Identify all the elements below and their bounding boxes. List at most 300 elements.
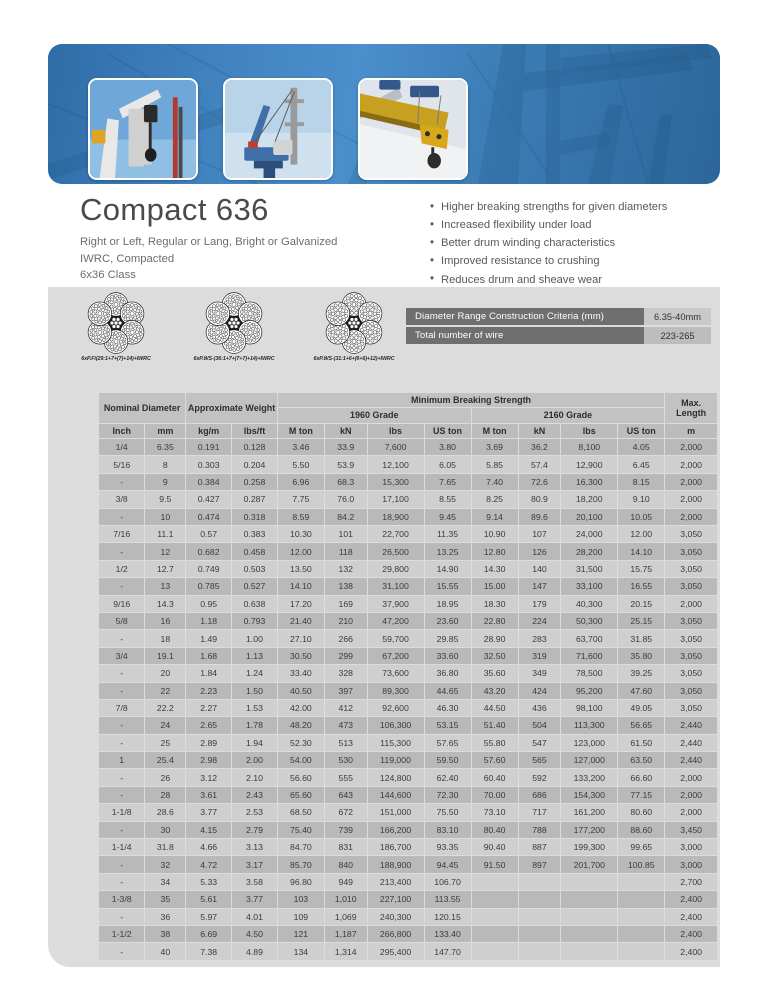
table-cell: 9.45 [424, 508, 471, 525]
table-cell: 412 [324, 699, 367, 716]
table-cell: 20 [145, 665, 186, 682]
table-cell: 57.4 [518, 456, 561, 473]
table-cell: 89.6 [518, 508, 561, 525]
table-cell: 8.55 [424, 491, 471, 508]
table-cell: 177,200 [561, 821, 618, 838]
table-head [99, 393, 718, 439]
table-cell: 90.40 [471, 839, 518, 856]
table-cell: 9/16 [99, 595, 145, 612]
col-unit-header: kN [518, 423, 561, 438]
table-cell: 9 [145, 473, 186, 490]
table-cell: 3.77 [232, 891, 278, 908]
table-cell: 2,700 [665, 873, 718, 890]
table-cell: 44.65 [424, 682, 471, 699]
table-cell: 61.50 [618, 734, 665, 751]
table-cell: 147 [518, 578, 561, 595]
table-cell [561, 908, 618, 925]
rope-construction-diagrams [58, 292, 408, 378]
table-cell: 3,050 [665, 543, 718, 560]
table-cell: 15.75 [618, 560, 665, 577]
table-cell: 28 [145, 786, 186, 803]
table-cell: 76.0 [324, 491, 367, 508]
table-cell: 12,100 [367, 456, 424, 473]
table-cell: 35.60 [471, 665, 518, 682]
table-cell: 8.25 [471, 491, 518, 508]
table-cell: 84.2 [324, 508, 367, 525]
table-cell: 29,800 [367, 560, 424, 577]
table-cell: 32 [145, 856, 186, 873]
table-cell: 37,900 [367, 595, 424, 612]
table-cell [561, 943, 618, 960]
table-cell: 3,050 [665, 699, 718, 716]
table-cell: 2.43 [232, 786, 278, 803]
table-cell: 17,100 [367, 491, 424, 508]
table-cell: 0.427 [186, 491, 232, 508]
table-header-row-groups [99, 393, 718, 408]
table-cell [518, 891, 561, 908]
table-cell: 65.60 [277, 786, 324, 803]
table-cell: 133,200 [561, 769, 618, 786]
table-cell: 240,300 [367, 908, 424, 925]
table-cell: 0.128 [232, 439, 278, 456]
table-cell: 29.85 [424, 630, 471, 647]
table-cell: 40.50 [277, 682, 324, 699]
table-cell: 739 [324, 821, 367, 838]
table-cell: 28.6 [145, 804, 186, 821]
table-row [99, 682, 718, 699]
table-cell: 50,300 [561, 612, 618, 629]
rope-diagram-1 [60, 292, 172, 362]
table-cell: 0.95 [186, 595, 232, 612]
table-cell: - [99, 630, 145, 647]
table-cell: 47.60 [618, 682, 665, 699]
criteria-value: 223-265 [644, 327, 711, 344]
table-cell: 299 [324, 647, 367, 664]
table-cell: 2,400 [665, 925, 718, 942]
table-cell: 18.95 [424, 595, 471, 612]
table-cell [618, 873, 665, 890]
table-cell: 0.258 [232, 473, 278, 490]
criteria-row [406, 308, 711, 325]
table-cell: 68.3 [324, 473, 367, 490]
table-cell: 227,100 [367, 891, 424, 908]
table-cell: 5.85 [471, 456, 518, 473]
table-cell: 3/4 [99, 647, 145, 664]
table-cell: 12 [145, 543, 186, 560]
product-subtitle [80, 234, 420, 284]
table-cell: 8 [145, 456, 186, 473]
table-cell: 592 [518, 769, 561, 786]
table-cell: 887 [518, 839, 561, 856]
table-cell: 2,440 [665, 752, 718, 769]
table-cell: 19.1 [145, 647, 186, 664]
table-cell: 38 [145, 925, 186, 942]
table-row [99, 439, 718, 456]
table-cell: 2.79 [232, 821, 278, 838]
table-cell: 266,800 [367, 925, 424, 942]
table-cell: 7/16 [99, 525, 145, 542]
table-row [99, 891, 718, 908]
table-cell: 91.50 [471, 856, 518, 873]
table-cell: 186,700 [367, 839, 424, 856]
table-row [99, 473, 718, 490]
table-cell: 85.70 [277, 856, 324, 873]
table-cell: 16,300 [561, 473, 618, 490]
table-cell: 56.65 [618, 717, 665, 734]
table-cell: - [99, 473, 145, 490]
table-cell: 80.9 [518, 491, 561, 508]
col-unit-header: M ton [471, 423, 518, 438]
table-cell: 126 [518, 543, 561, 560]
table-cell: 169 [324, 595, 367, 612]
table-cell: 547 [518, 734, 561, 751]
table-cell: 43.20 [471, 682, 518, 699]
table-cell: 106.70 [424, 873, 471, 890]
table-cell: 12.00 [277, 543, 324, 560]
specifications-panel [48, 287, 720, 967]
table-cell: - [99, 943, 145, 960]
table-cell: 530 [324, 752, 367, 769]
table-cell: 68.50 [277, 804, 324, 821]
table-cell: 92,600 [367, 699, 424, 716]
table-cell: 22,700 [367, 525, 424, 542]
table-cell: 151,000 [367, 804, 424, 821]
table-cell: 46.30 [424, 699, 471, 716]
subtitle-line-1: Right or Left, Regular or Lang, Bright or Galvanized [80, 236, 338, 248]
table-cell: - [99, 908, 145, 925]
table-cell: 73.10 [471, 804, 518, 821]
col-group-approximate-weight: Approximate Weight [186, 393, 278, 424]
table-cell: 0.204 [232, 456, 278, 473]
table-cell: 80.60 [618, 804, 665, 821]
table-cell: 3.69 [471, 439, 518, 456]
table-row [99, 769, 718, 786]
table-cell: 57.60 [471, 752, 518, 769]
table-cell: 73,600 [367, 665, 424, 682]
table-cell: 36.80 [424, 665, 471, 682]
table-cell: 2.65 [186, 717, 232, 734]
table-cell: - [99, 856, 145, 873]
table-cell [561, 925, 618, 942]
table-cell: 15.00 [471, 578, 518, 595]
table-cell: 3,450 [665, 821, 718, 838]
table-cell: 0.318 [232, 508, 278, 525]
table-cell: 1/4 [99, 439, 145, 456]
table-cell: 1.78 [232, 717, 278, 734]
table-cell: 24 [145, 717, 186, 734]
table-cell: 32.50 [471, 647, 518, 664]
table-cell: 3,000 [665, 856, 718, 873]
table-cell [618, 908, 665, 925]
table-cell: 27.10 [277, 630, 324, 647]
table-cell: 1.50 [232, 682, 278, 699]
table-cell: 120.15 [424, 908, 471, 925]
table-cell: 6.45 [618, 456, 665, 473]
table-cell: 0.57 [186, 525, 232, 542]
table-cell: 555 [324, 769, 367, 786]
table-cell: 26 [145, 769, 186, 786]
table-cell: 2,000 [665, 473, 718, 490]
table-row [99, 630, 718, 647]
table-cell: 6.69 [186, 925, 232, 942]
table-cell: 179 [518, 595, 561, 612]
table-cell: 831 [324, 839, 367, 856]
table-row [99, 543, 718, 560]
table-cell: 7,600 [367, 439, 424, 456]
col-group-grade-2160: 2160 Grade [471, 408, 665, 423]
table-cell: 100.85 [618, 856, 665, 873]
table-cell: 2,000 [665, 491, 718, 508]
table-cell: 103 [277, 891, 324, 908]
table-cell: 201,700 [561, 856, 618, 873]
table-cell: 2,440 [665, 717, 718, 734]
table-cell: 0.384 [186, 473, 232, 490]
table-cell: 35 [145, 891, 186, 908]
table-cell: - [99, 543, 145, 560]
table-cell: 1 [99, 752, 145, 769]
table-cell [618, 925, 665, 942]
table-cell: 2,400 [665, 943, 718, 960]
col-unit-header: mm [145, 423, 186, 438]
table-cell: 25.4 [145, 752, 186, 769]
table-cell: 4.15 [186, 821, 232, 838]
table-cell: 96.80 [277, 873, 324, 890]
table-cell: 72.30 [424, 786, 471, 803]
table-cell: 95,200 [561, 682, 618, 699]
table-cell: 5.33 [186, 873, 232, 890]
table-cell: 47,200 [367, 612, 424, 629]
col-group-grade-1960: 1960 Grade [277, 408, 471, 423]
rope-caption: 6xP.Fi(29:1+7+(7)+14)+IWRC [81, 356, 151, 362]
col-unit-header: US ton [618, 423, 665, 438]
table-cell: 18.30 [471, 595, 518, 612]
table-cell: 144,600 [367, 786, 424, 803]
table-cell: 3,050 [665, 560, 718, 577]
table-cell: 266 [324, 630, 367, 647]
table-cell: - [99, 873, 145, 890]
table-cell: 7.40 [471, 473, 518, 490]
table-cell: - [99, 665, 145, 682]
table-cell: 8.15 [618, 473, 665, 490]
table-cell: 2.00 [232, 752, 278, 769]
table-cell: 5.50 [277, 456, 324, 473]
table-cell: 5/8 [99, 612, 145, 629]
table-cell: 39.25 [618, 665, 665, 682]
table-cell: 14.10 [277, 578, 324, 595]
table-cell: 295,400 [367, 943, 424, 960]
table-cell: 0.287 [232, 491, 278, 508]
table-cell: 10 [145, 508, 186, 525]
table-row [99, 612, 718, 629]
table-cell: 59,700 [367, 630, 424, 647]
table-cell: 12.00 [618, 525, 665, 542]
table-cell: 0.383 [232, 525, 278, 542]
table-cell: 1.49 [186, 630, 232, 647]
table-cell: 504 [518, 717, 561, 734]
table-cell: 134 [277, 943, 324, 960]
table-cell: 113,300 [561, 717, 618, 734]
table-cell: 16.55 [618, 578, 665, 595]
table-cell: 78,500 [561, 665, 618, 682]
table-cell: 30.50 [277, 647, 324, 664]
rope-cross-section-icon [85, 292, 147, 354]
table-cell: - [99, 821, 145, 838]
table-cell: 54.00 [277, 752, 324, 769]
rope-diagram-3 [298, 292, 410, 362]
table-cell: 23.60 [424, 612, 471, 629]
col-group-max-length: Max. Length [665, 393, 718, 424]
table-cell: 15.55 [424, 578, 471, 595]
table-cell: 34 [145, 873, 186, 890]
table-row [99, 943, 718, 960]
table-cell: 436 [518, 699, 561, 716]
table-cell: 2,000 [665, 439, 718, 456]
table-cell: 0.793 [232, 612, 278, 629]
list-item: • Higher breaking strengths for given diameters [430, 198, 730, 216]
table-cell: 3/8 [99, 491, 145, 508]
criteria-value: 6.35-40mm [644, 308, 711, 325]
table-cell: 2,000 [665, 595, 718, 612]
table-cell: 107 [518, 525, 561, 542]
table-cell: - [99, 578, 145, 595]
table-cell: - [99, 786, 145, 803]
list-item: • Reduces drum and sheave wear [430, 271, 730, 289]
table-row [99, 665, 718, 682]
table-cell: 1,069 [324, 908, 367, 925]
table-cell: 513 [324, 734, 367, 751]
table-cell: 12.80 [471, 543, 518, 560]
table-cell: 21.40 [277, 612, 324, 629]
table-cell: 16 [145, 612, 186, 629]
table-row [99, 821, 718, 838]
table-cell: 24,000 [561, 525, 618, 542]
list-item: • Improved resistance to crushing [430, 252, 730, 270]
table-cell: 33.9 [324, 439, 367, 456]
table-cell [471, 891, 518, 908]
table-row [99, 856, 718, 873]
table-cell: 18,200 [561, 491, 618, 508]
table-cell: 31,100 [367, 578, 424, 595]
table-cell: 115,300 [367, 734, 424, 751]
table-cell: 147.70 [424, 943, 471, 960]
table-cell [561, 873, 618, 890]
criteria-row [406, 327, 711, 344]
table-cell: 42.00 [277, 699, 324, 716]
col-unit-header: lbs [367, 423, 424, 438]
table-cell: 30 [145, 821, 186, 838]
table-cell: 897 [518, 856, 561, 873]
table-cell: 49.05 [618, 699, 665, 716]
table-cell: 15,300 [367, 473, 424, 490]
table-cell: 13.50 [277, 560, 324, 577]
table-cell: 106,300 [367, 717, 424, 734]
table-cell: 1.68 [186, 647, 232, 664]
table-cell: 328 [324, 665, 367, 682]
table-cell: 63.50 [618, 752, 665, 769]
table-cell: 20.15 [618, 595, 665, 612]
table-cell: 7.38 [186, 943, 232, 960]
table-row [99, 647, 718, 664]
table-cell: 3.12 [186, 769, 232, 786]
col-unit-header: kg/m [186, 423, 232, 438]
table-row [99, 508, 718, 525]
table-cell: 9.10 [618, 491, 665, 508]
table-cell: 12.7 [145, 560, 186, 577]
table-cell: 44.50 [471, 699, 518, 716]
table-cell: 3.61 [186, 786, 232, 803]
table-cell: 1.00 [232, 630, 278, 647]
table-cell: 3.17 [232, 856, 278, 873]
table-cell: 11.35 [424, 525, 471, 542]
table-cell: 210 [324, 612, 367, 629]
specification-table-wrapper [98, 392, 718, 961]
table-cell: 2,000 [665, 786, 718, 803]
table-cell: - [99, 682, 145, 699]
table-cell: 133.40 [424, 925, 471, 942]
table-row [99, 839, 718, 856]
col-unit-header: Inch [99, 423, 145, 438]
table-cell: 7/8 [99, 699, 145, 716]
table-cell: 1.13 [232, 647, 278, 664]
table-cell: 55.80 [471, 734, 518, 751]
table-cell: 14.90 [424, 560, 471, 577]
table-row [99, 925, 718, 942]
rope-caption: 6xP.WS-(36:1+7+(7+7)+14)+IWRC [193, 356, 275, 362]
criteria-label: Diameter Range Construction Criteria (mm) [406, 308, 644, 325]
table-cell: 75.40 [277, 821, 324, 838]
col-unit-header: US ton [424, 423, 471, 438]
table-cell: 1-1/2 [99, 925, 145, 942]
table-cell: 140 [518, 560, 561, 577]
table-cell: 36.2 [518, 439, 561, 456]
table-cell: 31.85 [618, 630, 665, 647]
table-cell: 8.59 [277, 508, 324, 525]
table-cell: 0.503 [232, 560, 278, 577]
table-cell: 643 [324, 786, 367, 803]
table-cell: 75.50 [424, 804, 471, 821]
table-cell: 63,700 [561, 630, 618, 647]
table-cell: 1,187 [324, 925, 367, 942]
table-cell: 20,100 [561, 508, 618, 525]
table-cell: 2,000 [665, 508, 718, 525]
table-cell: 1,010 [324, 891, 367, 908]
table-cell [518, 873, 561, 890]
table-cell: 0.458 [232, 543, 278, 560]
banner-thumbnail-3 [358, 78, 468, 180]
table-cell: 118 [324, 543, 367, 560]
table-cell: 565 [518, 752, 561, 769]
col-group-nominal-diameter: Nominal Diameter [99, 393, 186, 424]
table-cell: 2,400 [665, 891, 718, 908]
table-row [99, 752, 718, 769]
table-cell: 2,000 [665, 804, 718, 821]
table-cell [471, 943, 518, 960]
table-cell: 14.3 [145, 595, 186, 612]
table-cell: 11.1 [145, 525, 186, 542]
table-cell: 109 [277, 908, 324, 925]
table-cell: 36 [145, 908, 186, 925]
table-row [99, 578, 718, 595]
table-cell: 35.80 [618, 647, 665, 664]
table-cell: 8,100 [561, 439, 618, 456]
table-cell: - [99, 734, 145, 751]
table-cell: 101 [324, 525, 367, 542]
table-cell: 33.60 [424, 647, 471, 664]
table-cell: 10.90 [471, 525, 518, 542]
table-cell: 349 [518, 665, 561, 682]
table-cell: 9.14 [471, 508, 518, 525]
table-cell: 98,100 [561, 699, 618, 716]
